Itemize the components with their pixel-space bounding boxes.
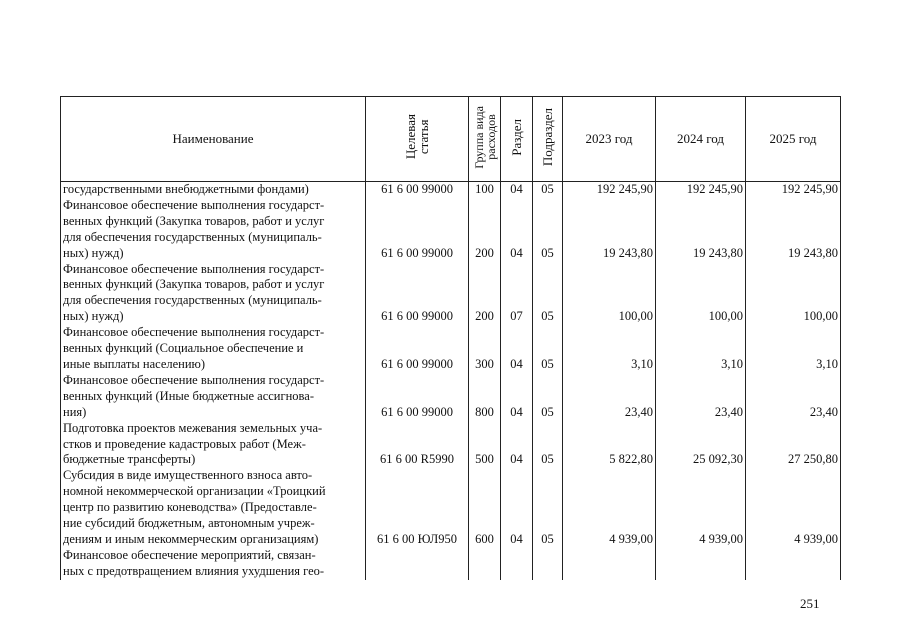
- subsection-cell: 05: [533, 182, 563, 198]
- header-row: [61, 97, 841, 182]
- expense-group-cell: 800: [469, 373, 501, 421]
- section-cell: 07: [501, 262, 533, 326]
- page-number: 251: [800, 596, 820, 611]
- expense-group-cell: 500: [469, 421, 501, 469]
- subsection-cell: 05: [533, 198, 563, 262]
- row-name-line: иные выплаты населению): [63, 356, 206, 371]
- row-name-line: венных функций (Иные бюджетные ассигнова-: [63, 388, 314, 403]
- header-target-line1: Целевая: [403, 114, 418, 160]
- row-name-line: Подготовка проектов межевания земельных уча-: [63, 420, 323, 435]
- target-article-cell: 61 6 00 ЮЛ950: [366, 468, 469, 548]
- row-name-line: для обеспечения государственных (муниципаль-: [63, 229, 322, 244]
- row-name-line: для обеспечения государственных (муниципаль-: [63, 293, 322, 308]
- target-article-cell: 61 6 00 99000: [366, 373, 469, 421]
- table-row: [61, 262, 841, 326]
- row-name-cell: [61, 198, 366, 262]
- amount-2023-cell: 100,00: [563, 262, 656, 326]
- header-subsection: [533, 97, 563, 182]
- amount-2025-cell: 3,10: [746, 325, 841, 373]
- header-name: Наименование: [61, 97, 366, 182]
- amount-2024-cell: 19 243,80: [656, 198, 746, 262]
- row-name-line: Финансовое обеспечение выполнения государст-: [63, 372, 325, 387]
- row-name-line: центр по развитию коневодства» (Предоставле-: [63, 500, 317, 515]
- row-name-line: венных функций (Социальное обеспечение и: [63, 341, 304, 356]
- subsection-cell: 05: [533, 262, 563, 326]
- row-name-cell: [61, 325, 366, 373]
- target-article-cell: 61 6 00 R5990: [366, 421, 469, 469]
- subsection-cell: 05: [533, 468, 563, 548]
- amount-2023-cell: 3,10: [563, 325, 656, 373]
- section-cell: 04: [501, 182, 533, 198]
- header-subsection-label: Подраздел: [540, 107, 555, 167]
- table-row: [61, 373, 841, 421]
- subsection-cell: 05: [533, 373, 563, 421]
- target-article-cell: [366, 548, 469, 580]
- amount-2024-cell: 192 245,90: [656, 182, 746, 198]
- amount-2023-cell: 4 939,00: [563, 468, 656, 548]
- header-section-label: Раздел: [509, 118, 524, 156]
- amount-2025-cell: 23,40: [746, 373, 841, 421]
- row-name-line: венных функций (Закупка товаров, работ и услуг: [63, 213, 325, 228]
- row-name-cell: [61, 373, 366, 421]
- target-article-cell: 61 6 00 99000: [366, 182, 469, 198]
- row-name-line: ных с предотвращением влияния ухудшения гео-: [63, 563, 325, 578]
- table-row: [61, 182, 841, 198]
- header-target-line2: статья: [416, 119, 431, 155]
- expense-group-cell: 200: [469, 198, 501, 262]
- amount-2024-cell: 23,40: [656, 373, 746, 421]
- amount-2024-cell: 3,10: [656, 325, 746, 373]
- header-group-line2: расходов: [483, 114, 498, 160]
- row-name-line: ния): [63, 404, 87, 419]
- expense-group-cell: [469, 548, 501, 580]
- section-cell: 04: [501, 325, 533, 373]
- amount-2023-cell: 5 822,80: [563, 421, 656, 469]
- target-article-cell: 61 6 00 99000: [366, 262, 469, 326]
- row-name-line: государственными внебюджетными фондами): [63, 182, 309, 196]
- amount-2024-cell: 25 092,30: [656, 421, 746, 469]
- row-name-line: номной некоммерческой организации «Троицкий: [63, 484, 326, 499]
- target-article-cell: 61 6 00 99000: [366, 325, 469, 373]
- row-name-line: стков и проведение кадастровых работ (Меж-: [63, 436, 306, 451]
- row-name-line: Финансовое обеспечение выполнения государст-: [63, 261, 325, 276]
- amount-2025-cell: 27 250,80: [746, 421, 841, 469]
- table-row: [61, 325, 841, 373]
- amount-2023-cell: [563, 548, 656, 580]
- row-name-line: ных) нужд): [63, 309, 124, 324]
- amount-2025-cell: 4 939,00: [746, 468, 841, 548]
- amount-2025-cell: 19 243,80: [746, 198, 841, 262]
- header-expense-group: [469, 97, 501, 182]
- row-name-cell: [61, 262, 366, 326]
- row-name-line: Субсидия в виде имущественного взноса авто-: [63, 468, 313, 483]
- amount-2024-cell: 4 939,00: [656, 468, 746, 548]
- amount-2023-cell: 23,40: [563, 373, 656, 421]
- row-name-line: Финансовое обеспечение выполнения государст-: [63, 197, 325, 212]
- amount-2023-cell: 192 245,90: [563, 182, 656, 198]
- row-name-line: венных функций (Закупка товаров, работ и услуг: [63, 277, 325, 292]
- expense-group-cell: 600: [469, 468, 501, 548]
- subsection-cell: 05: [533, 421, 563, 469]
- amount-2024-cell: [656, 548, 746, 580]
- amount-2025-cell: 100,00: [746, 262, 841, 326]
- section-cell: 04: [501, 468, 533, 548]
- row-name-line: Финансовое обеспечение мероприятий, связан-: [63, 547, 316, 562]
- expense-group-cell: 300: [469, 325, 501, 373]
- table-row: [61, 468, 841, 548]
- expense-group-cell: 100: [469, 182, 501, 198]
- amount-2025-cell: 192 245,90: [746, 182, 841, 198]
- row-name-line: Финансовое обеспечение выполнения государст-: [63, 325, 325, 340]
- header-group-line1: Группа вида: [471, 105, 486, 169]
- table-row: [61, 198, 841, 262]
- header-2025: 2025 год: [746, 97, 841, 182]
- table-row: [61, 548, 841, 580]
- header-section: [501, 97, 533, 182]
- row-name-cell: [61, 548, 366, 580]
- row-name-cell: [61, 468, 366, 548]
- row-name-cell: [61, 182, 366, 198]
- target-article-cell: 61 6 00 99000: [366, 198, 469, 262]
- budget-table: [60, 96, 841, 580]
- section-cell: 04: [501, 373, 533, 421]
- header-target-article: [366, 97, 469, 182]
- amount-2024-cell: 100,00: [656, 262, 746, 326]
- table-row: [61, 421, 841, 469]
- amount-2025-cell: [746, 548, 841, 580]
- subsection-cell: 05: [533, 325, 563, 373]
- header-2024: 2024 год: [656, 97, 746, 182]
- expense-group-cell: 200: [469, 262, 501, 326]
- row-name-line: ных) нужд): [63, 245, 124, 260]
- row-name-cell: [61, 421, 366, 469]
- row-name-line: дениям и иным некоммерческим организациям): [63, 531, 319, 546]
- section-cell: 04: [501, 198, 533, 262]
- row-name-line: бюджетные трансферты): [63, 452, 196, 467]
- section-cell: [501, 548, 533, 580]
- amount-2023-cell: 19 243,80: [563, 198, 656, 262]
- row-name-line: ние субсидий бюджетным, автономным учреж-: [63, 516, 315, 531]
- subsection-cell: [533, 548, 563, 580]
- section-cell: 04: [501, 421, 533, 469]
- header-2023: 2023 год: [563, 97, 656, 182]
